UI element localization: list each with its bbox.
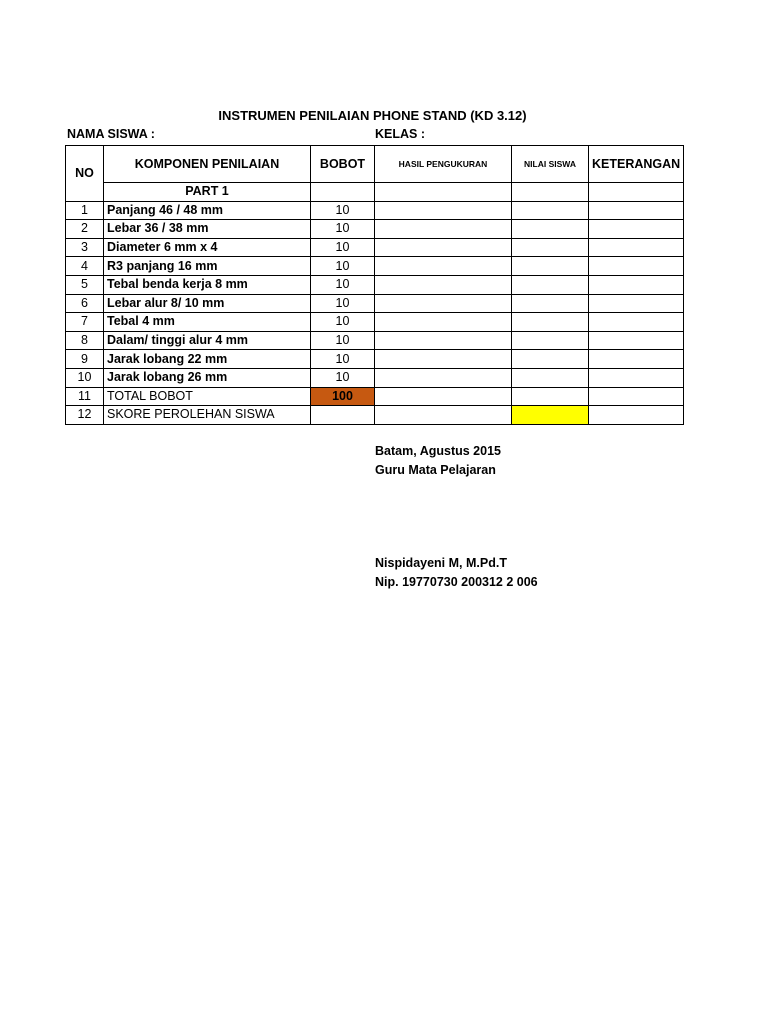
row-nilai [512, 350, 589, 369]
row-nilai [512, 368, 589, 387]
row-no: 7 [66, 313, 104, 332]
row-no: 11 [66, 387, 104, 406]
section-label: PART 1 [104, 183, 311, 202]
row-komponen: Lebar alur 8/ 10 mm [104, 294, 311, 313]
row-hasil [375, 220, 512, 239]
row-hasil [375, 313, 512, 332]
row-no: 10 [66, 368, 104, 387]
row-bobot: 10 [311, 257, 375, 276]
row-komponen: R3 panjang 16 mm [104, 257, 311, 276]
signature-role: Guru Mata Pelajaran [375, 463, 496, 477]
total-bobot-row [66, 387, 684, 406]
row-komponen: Panjang 46 / 48 mm [104, 201, 311, 220]
row-nilai [512, 220, 589, 239]
table-row [66, 350, 684, 369]
row-keterangan [589, 313, 684, 332]
document-title: INSTRUMEN PENILAIAN PHONE STAND (KD 3.12) [218, 108, 527, 123]
row-keterangan [589, 350, 684, 369]
row-bobot: 10 [311, 201, 375, 220]
table-row [66, 201, 684, 220]
row-nilai [512, 201, 589, 220]
row-no: 5 [66, 275, 104, 294]
assessment-table [65, 145, 684, 425]
row-bobot: 10 [311, 294, 375, 313]
row-komponen: Tebal benda kerja 8 mm [104, 275, 311, 294]
row-hasil [375, 406, 512, 425]
header-hasil: HASIL PENGUKURAN [375, 146, 512, 183]
row-keterangan [589, 257, 684, 276]
row-no: 3 [66, 238, 104, 257]
row-komponen: Dalam/ tinggi alur 4 mm [104, 331, 311, 350]
table-row [66, 257, 684, 276]
row-nilai [512, 294, 589, 313]
table-row [66, 294, 684, 313]
row-keterangan [589, 368, 684, 387]
row-keterangan [589, 201, 684, 220]
row-keterangan [589, 387, 684, 406]
header-bobot: BOBOT [311, 146, 375, 183]
row-hasil [375, 294, 512, 313]
row-nilai [512, 387, 589, 406]
signature-place-date: Batam, Agustus 2015 [375, 444, 501, 458]
row-nilai [512, 238, 589, 257]
row-keterangan [589, 406, 684, 425]
header-no: NO [66, 146, 104, 202]
row-no: 6 [66, 294, 104, 313]
header-komponen: KOMPONEN PENILAIAN [104, 146, 311, 183]
row-keterangan [589, 275, 684, 294]
row-keterangan [589, 331, 684, 350]
table-row [66, 313, 684, 332]
signature-name: Nispidayeni M, M.Pd.T [375, 556, 507, 570]
row-no: 1 [66, 201, 104, 220]
row-keterangan [589, 238, 684, 257]
table-row [66, 275, 684, 294]
signature-nip: Nip. 19770730 200312 2 006 [375, 575, 538, 589]
row-bobot: 10 [311, 313, 375, 332]
row-komponen: Diameter 6 mm x 4 [104, 238, 311, 257]
section-hasil-cell [375, 183, 512, 202]
table-row [66, 331, 684, 350]
table-header-row [66, 146, 684, 183]
row-komponen: Jarak lobang 22 mm [104, 350, 311, 369]
section-bobot-cell [311, 183, 375, 202]
row-no: 4 [66, 257, 104, 276]
section-row [66, 183, 684, 202]
row-no: 12 [66, 406, 104, 425]
table-row [66, 220, 684, 239]
row-komponen: Lebar 36 / 38 mm [104, 220, 311, 239]
section-keterangan-cell [589, 183, 684, 202]
row-bobot: 10 [311, 220, 375, 239]
row-hasil [375, 368, 512, 387]
row-nilai [512, 331, 589, 350]
row-nilai [512, 257, 589, 276]
skor-row [66, 406, 684, 425]
section-nilai-cell [512, 183, 589, 202]
header-keterangan: KETERANGAN [589, 146, 684, 183]
row-keterangan [589, 220, 684, 239]
row-bobot: 10 [311, 275, 375, 294]
row-bobot: 10 [311, 331, 375, 350]
row-bobot: 10 [311, 238, 375, 257]
row-hasil [375, 387, 512, 406]
row-bobot [311, 406, 375, 425]
skor-nilai-cell [512, 406, 589, 425]
kelas-label: KELAS : [375, 127, 425, 141]
row-komponen: Jarak lobang 26 mm [104, 368, 311, 387]
table-row [66, 368, 684, 387]
row-hasil [375, 275, 512, 294]
row-no: 2 [66, 220, 104, 239]
header-nilai: NILAI SISWA [512, 146, 589, 183]
row-hasil [375, 331, 512, 350]
row-hasil [375, 238, 512, 257]
row-no: 8 [66, 331, 104, 350]
nama-siswa-label: NAMA SISWA : [67, 127, 155, 141]
row-bobot: 10 [311, 350, 375, 369]
total-bobot-value: 100 [311, 387, 375, 406]
row-no: 9 [66, 350, 104, 369]
row-bobot: 10 [311, 368, 375, 387]
row-keterangan [589, 294, 684, 313]
row-nilai [512, 313, 589, 332]
row-hasil [375, 201, 512, 220]
row-hasil [375, 257, 512, 276]
row-komponen: TOTAL BOBOT [104, 387, 311, 406]
row-komponen: SKORE PEROLEHAN SISWA [104, 406, 311, 425]
table-row [66, 238, 684, 257]
row-nilai [512, 275, 589, 294]
row-komponen: Tebal 4 mm [104, 313, 311, 332]
row-hasil [375, 350, 512, 369]
